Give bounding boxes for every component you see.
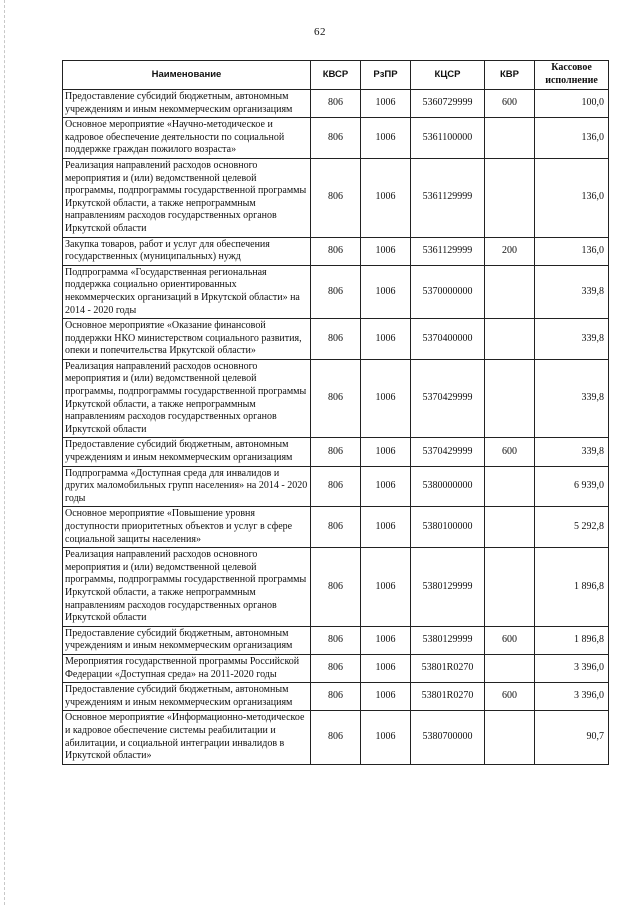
cell-kvr	[485, 319, 535, 360]
cell-kcsr: 5360729999	[411, 90, 485, 118]
cell-kvr: 600	[485, 683, 535, 711]
cell-kvsr: 806	[311, 548, 361, 627]
cell-amount: 339,8	[535, 265, 609, 318]
header-kvr: КВР	[485, 61, 535, 90]
budget-table	[62, 60, 609, 765]
table-row	[63, 319, 609, 360]
table-row	[63, 466, 609, 507]
table-row	[63, 90, 609, 118]
cell-rzpr: 1006	[361, 438, 411, 466]
cell-rzpr: 1006	[361, 548, 411, 627]
cell-kvr	[485, 158, 535, 237]
header-kvsr: КВСР	[311, 61, 361, 90]
table-body	[63, 90, 609, 765]
cell-kcsr: 5370429999	[411, 438, 485, 466]
cell-kcsr: 5361100000	[411, 118, 485, 159]
cell-name: Предоставление субсидий бюджетным, автономным учреждениям и иным некоммерческим организациям	[63, 683, 311, 711]
cell-amount: 3 396,0	[535, 683, 609, 711]
cell-kvr	[485, 711, 535, 764]
table-header-row	[63, 61, 609, 90]
cell-name: Основное мероприятие «Научно-методическое и кадровое обеспечение деятельности по социальной поддержке граждан пожилого возраста»	[63, 118, 311, 159]
cell-kvsr: 806	[311, 438, 361, 466]
cell-kvsr: 806	[311, 507, 361, 548]
header-amount: Кассовое исполнение	[535, 61, 609, 90]
cell-rzpr: 1006	[361, 158, 411, 237]
cell-amount: 6 939,0	[535, 466, 609, 507]
table-row	[63, 507, 609, 548]
cell-name: Предоставление субсидий бюджетным, автономным учреждениям и иным некоммерческим организациям	[63, 438, 311, 466]
table-row	[63, 548, 609, 627]
cell-kcsr: 5380000000	[411, 466, 485, 507]
header-rzpr: РзПР	[361, 61, 411, 90]
table-row	[63, 626, 609, 654]
cell-name: Реализация направлений расходов основного мероприятия и (или) ведомственной целевой программы, подпрограммы государственной программы Иркутской области, а также непрограммным направлениям расходов государственных органов Иркутской области	[63, 548, 311, 627]
cell-kvsr: 806	[311, 626, 361, 654]
header-kcsr: КЦСР	[411, 61, 485, 90]
cell-rzpr: 1006	[361, 319, 411, 360]
cell-kvsr: 806	[311, 265, 361, 318]
cell-kvsr: 806	[311, 466, 361, 507]
cell-kcsr: 53801R0270	[411, 654, 485, 682]
table-row	[63, 265, 609, 318]
cell-kcsr: 5370429999	[411, 359, 485, 438]
cell-kvr	[485, 466, 535, 507]
cell-rzpr: 1006	[361, 683, 411, 711]
cell-kvr	[485, 654, 535, 682]
cell-kvsr: 806	[311, 359, 361, 438]
cell-name: Подпрограмма «Доступная среда для инвалидов и других маломобильных групп населения» на 2014 - 2020 годы	[63, 466, 311, 507]
cell-kvr	[485, 507, 535, 548]
cell-name: Закупка товаров, работ и услуг для обеспечения государственных (муниципальных) нужд	[63, 237, 311, 265]
cell-rzpr: 1006	[361, 118, 411, 159]
cell-rzpr: 1006	[361, 237, 411, 265]
table-row	[63, 438, 609, 466]
cell-kvr	[485, 359, 535, 438]
cell-amount: 1 896,8	[535, 548, 609, 627]
scan-edge	[4, 0, 6, 905]
cell-kvsr: 806	[311, 654, 361, 682]
table-row	[63, 711, 609, 764]
cell-amount: 100,0	[535, 90, 609, 118]
cell-rzpr: 1006	[361, 654, 411, 682]
cell-kvr: 600	[485, 626, 535, 654]
budget-table-container	[62, 60, 608, 765]
cell-rzpr: 1006	[361, 466, 411, 507]
cell-kvr	[485, 118, 535, 159]
cell-kcsr: 5370000000	[411, 265, 485, 318]
cell-kvsr: 806	[311, 90, 361, 118]
cell-name: Основное мероприятие «Оказание финансовой поддержки НКО министерством социального развития, опеки и попечительства Иркутской области»	[63, 319, 311, 360]
cell-kcsr: 5361129999	[411, 158, 485, 237]
cell-name: Реализация направлений расходов основного мероприятия и (или) ведомственной целевой программы, подпрограммы государственной программы Иркутской области, а также непрограммным направлениям расходов государственных органов Иркутской области	[63, 158, 311, 237]
header-name: Наименование	[63, 61, 311, 90]
page-number: 62	[314, 26, 326, 38]
cell-amount: 5 292,8	[535, 507, 609, 548]
cell-kcsr: 5380100000	[411, 507, 485, 548]
cell-amount: 136,0	[535, 118, 609, 159]
cell-kvsr: 806	[311, 118, 361, 159]
cell-name: Предоставление субсидий бюджетным, автономным учреждениям и иным некоммерческим организациям	[63, 626, 311, 654]
cell-kvr: 200	[485, 237, 535, 265]
cell-rzpr: 1006	[361, 359, 411, 438]
cell-rzpr: 1006	[361, 507, 411, 548]
cell-kvsr: 806	[311, 158, 361, 237]
cell-kvr	[485, 265, 535, 318]
cell-rzpr: 1006	[361, 626, 411, 654]
cell-kvsr: 806	[311, 683, 361, 711]
cell-kcsr: 53801R0270	[411, 683, 485, 711]
table-row	[63, 359, 609, 438]
cell-amount: 1 896,8	[535, 626, 609, 654]
cell-rzpr: 1006	[361, 265, 411, 318]
cell-amount: 136,0	[535, 237, 609, 265]
cell-name: Основное мероприятие «Информационно-методическое и кадровое обеспечение системы реабилитации и абилитации, и социальной интеграции инвалидов в Иркутской области»	[63, 711, 311, 764]
cell-rzpr: 1006	[361, 711, 411, 764]
cell-name: Реализация направлений расходов основного мероприятия и (или) ведомственной целевой программы, подпрограммы государственной программы Иркутской области, а также непрограммным направлениям расходов государственных органов Иркутской области	[63, 359, 311, 438]
cell-amount: 90,7	[535, 711, 609, 764]
cell-amount: 136,0	[535, 158, 609, 237]
cell-rzpr: 1006	[361, 90, 411, 118]
cell-amount: 339,8	[535, 438, 609, 466]
cell-amount: 339,8	[535, 319, 609, 360]
cell-name: Основное мероприятие «Повышение уровня доступности приоритетных объектов и услуг в сфере социальной защиты населения»	[63, 507, 311, 548]
cell-kcsr: 5380129999	[411, 548, 485, 627]
table-row	[63, 654, 609, 682]
table-row	[63, 158, 609, 237]
cell-name: Мероприятия государственной программы Российской Федерации «Доступная среда» на 2011-2020 годы	[63, 654, 311, 682]
cell-kvr: 600	[485, 438, 535, 466]
cell-kvsr: 806	[311, 237, 361, 265]
cell-kvr	[485, 548, 535, 627]
table-row	[63, 118, 609, 159]
table-row	[63, 237, 609, 265]
cell-kvsr: 806	[311, 711, 361, 764]
cell-kcsr: 5361129999	[411, 237, 485, 265]
cell-name: Предоставление субсидий бюджетным, автономным учреждениям и иным некоммерческим организациям	[63, 90, 311, 118]
cell-kvsr: 806	[311, 319, 361, 360]
cell-kcsr: 5380700000	[411, 711, 485, 764]
cell-amount: 3 396,0	[535, 654, 609, 682]
table-row	[63, 683, 609, 711]
cell-name: Подпрограмма «Государственная региональная поддержка социально ориентированных некоммерческих организаций в Иркутской области» на 2014 - 2020 годы	[63, 265, 311, 318]
cell-kcsr: 5370400000	[411, 319, 485, 360]
cell-kcsr: 5380129999	[411, 626, 485, 654]
cell-amount: 339,8	[535, 359, 609, 438]
cell-kvr: 600	[485, 90, 535, 118]
